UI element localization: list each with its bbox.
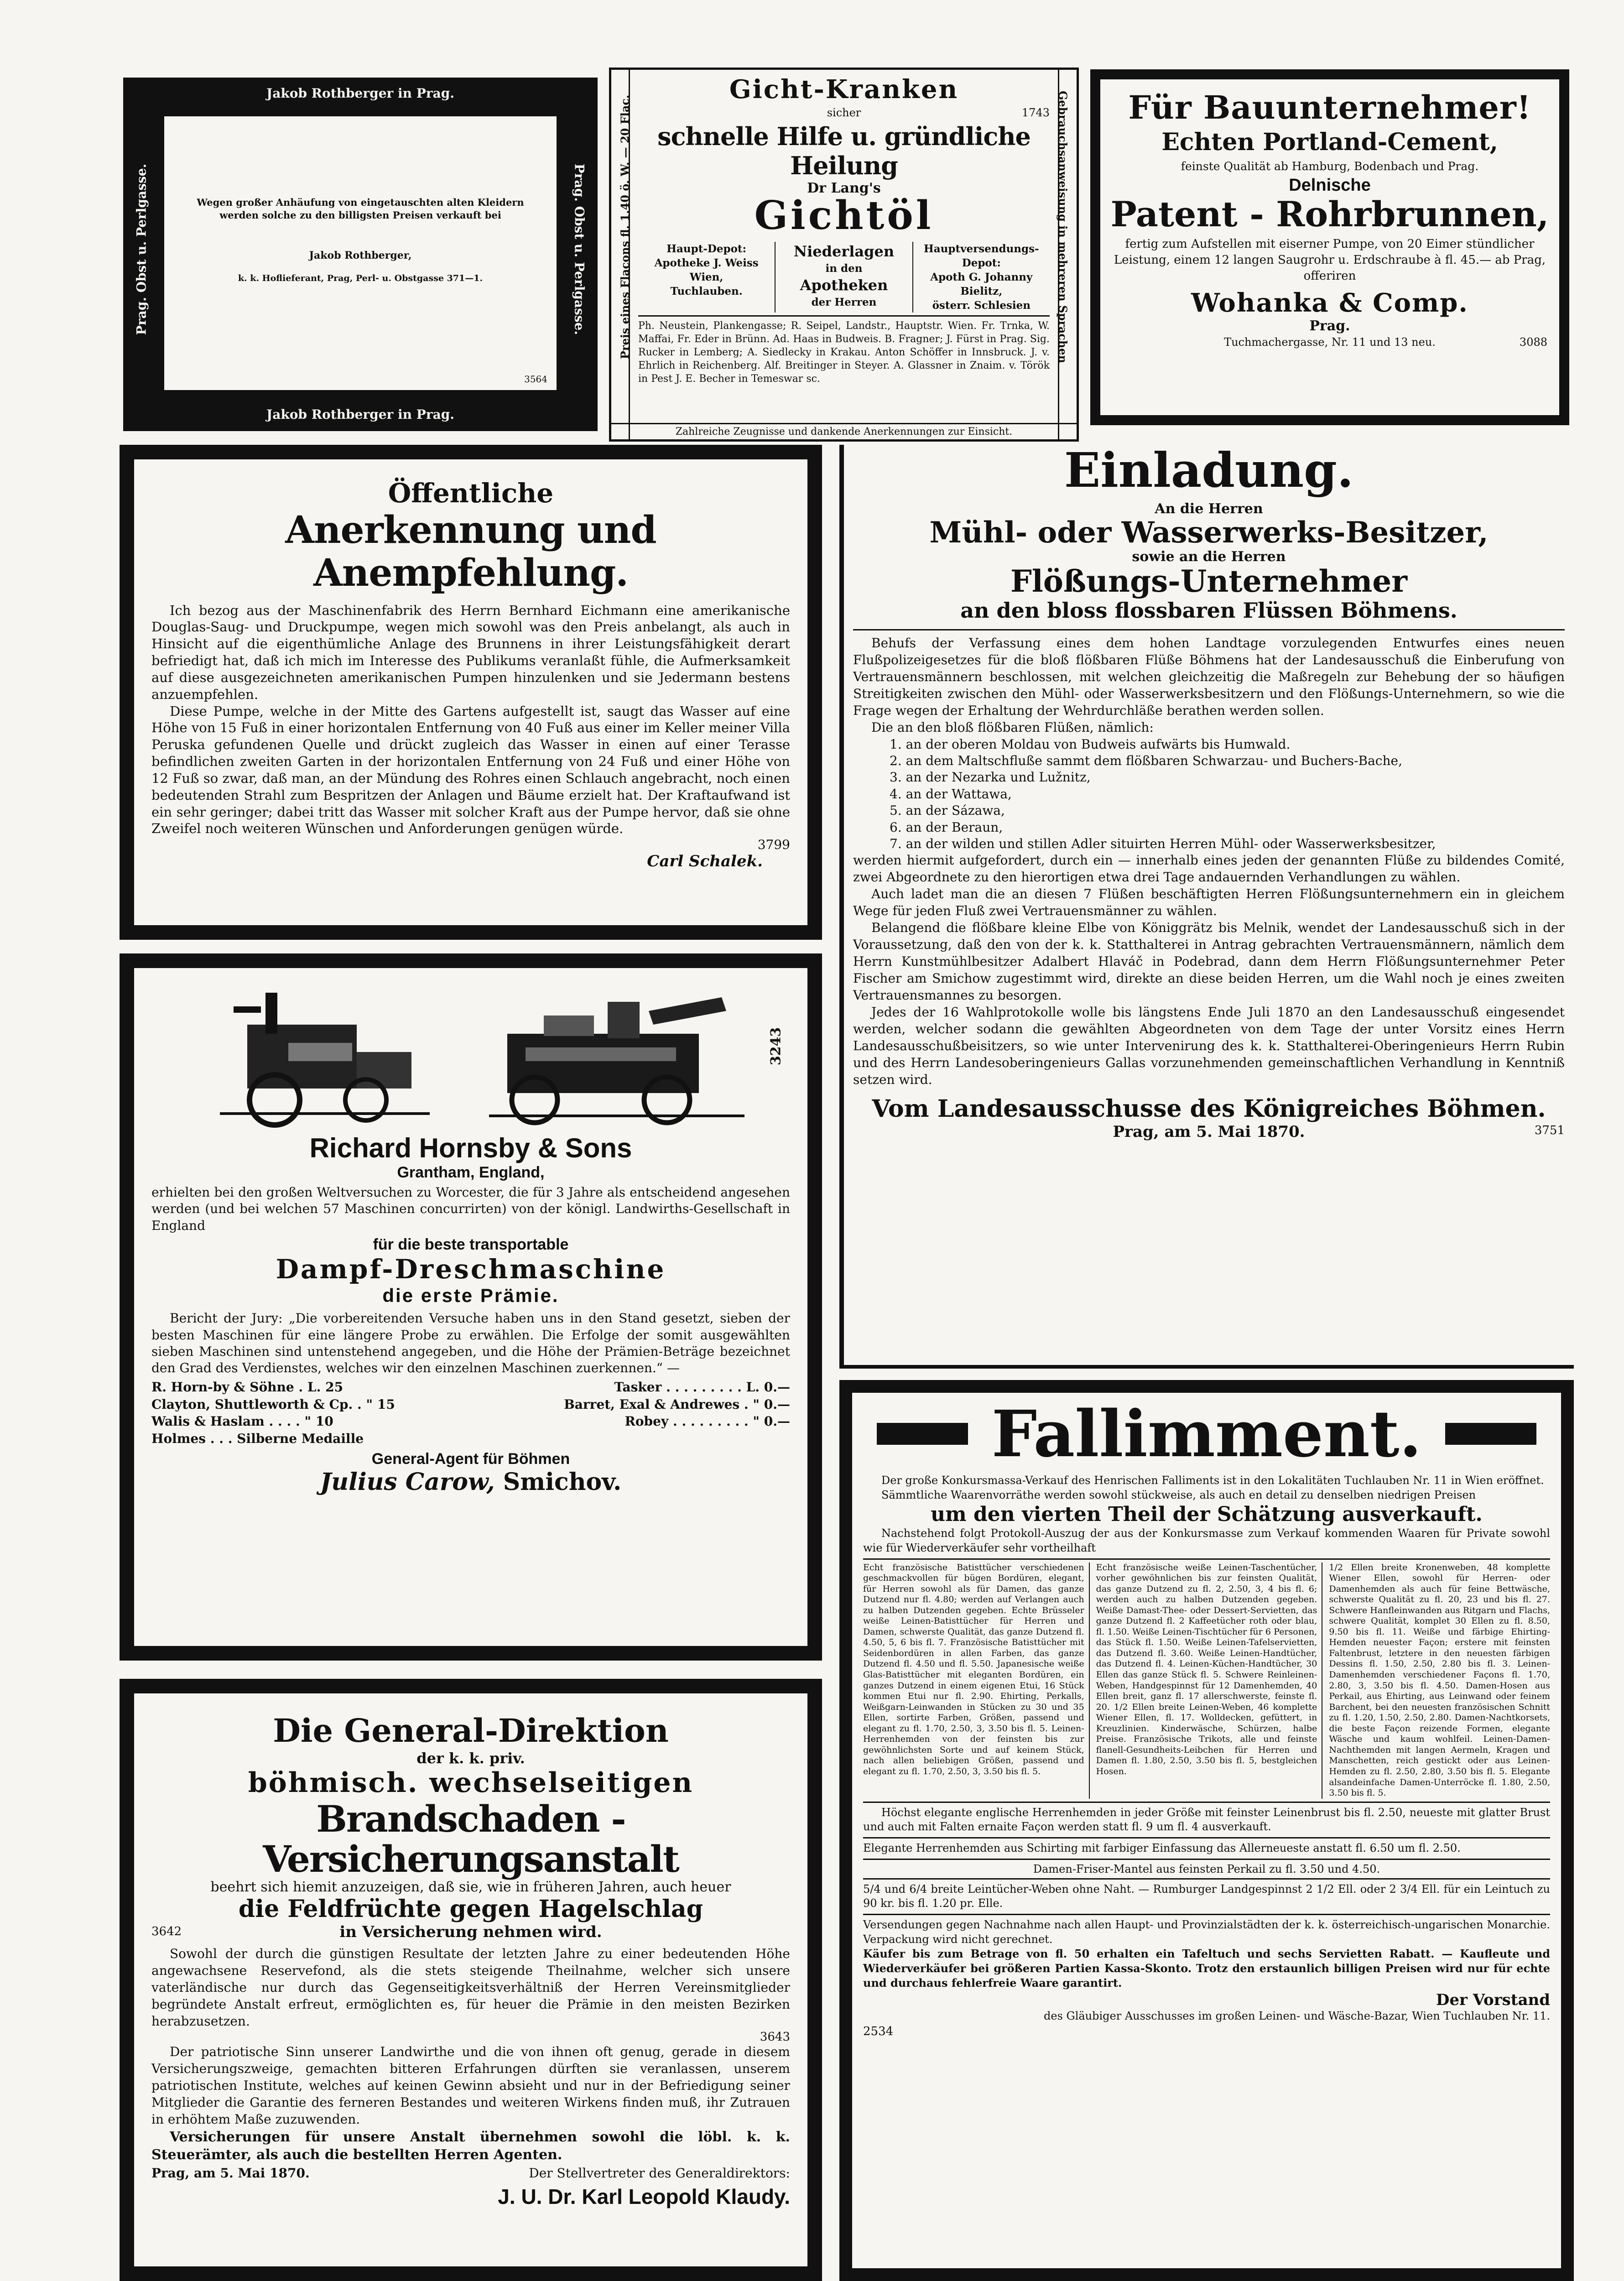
ad1-number: 3564	[524, 374, 547, 385]
ad8-l3: Damen-Friser-Mantel aus feinsten Perkail zu fl. 3.50 und 4.50.	[1033, 1862, 1380, 1875]
price-column: Echt französische Batisttücher verschiedenen geschmackvollen für bügen Bordüren, elegant, für Herren sowohl als für Damen, das ganze Dutzend nur fl. 4.80; werden auf Verlangen auch zu halben Dutzenden gegeben. Echte Brüsseler weiße Leinen-Batisttücher für Herren und Damen, schwerste Qualität, das ganze Dutzend fl. 4.50, 5, 6 bis fl. 7. Französische Batisttücher mit Seidenbordüren in allen Farben, das ganze Dutzend fl. 4.50 und fl. 5.50. Japanesische weiße Glas-Batisttücher mit eleganten Bordüren, ein ganzes Dutzend in einem eigenen Etui, 16 Stück kommen Etui nur fl. 2.90. Ehirting, Perkalls, Weißgarn-Leinwanden in Stücken zu 30 und 35 Ellen, sortirte Farben, Größen, passend und elegant zu fl. 1.70, 2.50, 3, 3.50 bis fl. 5. Leinen-Herrenhemden von der feinsten bis zur gewöhnlichsten Sorte und auf keinem Stück, nach allen beliebigen Größen, passend und elegant zu fl. 1.70, 2.50, 3, 3.50 bis fl. 5.	[863, 1562, 1090, 1799]
price-column: 1/2 Ellen breite Kronenweben, 48 komplette Wiener Ellen, sowohl für Herren- oder Damenhemden als auch für feine Bettwäsche, schwerste Qualität zu fl. 20, 23 und bis fl. 27. Schwere Hanfleinwanden aus Ritgarn und Flachs, schwere Qualität, komplet 30 Ellen zu fl. 8.50, 9.50 bis fl. 11. Weiße und färbige Ehirting-Hemden neuester Façon; erstere mit feinsten Faltenbrust, letztere in den neuesten färbigen Dessins fl. 1.50, 2.50, 2.80 bis fl. 3. Leinen-Damenhemden verschiedener Façons fl. 1.70, 2.80, 3, 3.50 bis fl. 4.50. Damen-Hosen aus Perkail, aus Ehirting, aus Leinwand oder feinem Barchent, bei den neuesten französischen Schnitt zu fl. 1.20, 1.50, 2.50, 2.80. Damen-Nachtkorsets, die beste Façon reizende Formen, elegante Wäsche und kaum wohlfeil. Leinen-Damen-Nachthemden mit langen Aermeln, Kragen und Manschetten, reich gestickt oder aus Leinen-Hemden zu fl. 2.50, 2.80, 3.50 bis fl. 5. Elegante alsandeinfache Damen-Unterröcke fl. 1.80, 2.50, 3.50 bis fl. 5.	[1329, 1562, 1551, 1798]
ad5-award: die erste Prämie.	[382, 1285, 559, 1307]
ad6-der: der k. k. priv.	[416, 1750, 525, 1767]
ad8-l5: Versendungen gegen Nachnahme nach allen Haupt- und Provinzialstädten der k. k. österreichisch-ungarischen Monarchie. Verpackung wird nicht gerechnet.	[863, 1918, 1550, 1946]
result-row: Holmes . . . Silberne Medaille	[151, 1431, 364, 1447]
ad6-line3: beehrt sich hiemit anzuzeigen, daß sie, wie in früheren Jahren, auch heuer	[210, 1879, 731, 1895]
ad8-intro3: Nachstehend folgt Protokoll-Auszug der aus der Konkursmasse zum Verkauf kommenden Waaren für Private sowohl wie für Wiederverkäufer sehr vortheilhaft	[863, 1526, 1550, 1555]
river-item: 6. an der Beraun,	[890, 819, 1003, 835]
ad8-vorstand: Der Vorstand	[1436, 1991, 1550, 2010]
result-row: Clayton, Shuttleworth & Cp. . " 15 Barret, Exal & Andrewes . " 0.—	[151, 1396, 790, 1412]
ad5-number: 3243	[767, 1027, 784, 1066]
ad5-town: Grantham, England,	[397, 1164, 545, 1181]
ad6-line5: in Versicherung nehmen wird.	[339, 1923, 602, 1941]
ad2-agents: Ph. Neustein, Plankengasse; R. Seipel, Landstr., Hauptstr. Wien. Fr. Trnka, W. Maffai, Fr. Eder in Brünn. Ad. Haas in Budweis. B. Fragner; J. Fürst in Prag. Sig. Rucker in Lemberg; A. Siedlecky in Krakau. Anton Schöffer in Innsbruck. J. v. Ehrlich in Reichenberg. Alf. Breitinger in Steyer. A. Glassner in Znaim. v. Török in Pest J. E. Becher in Temeswar sc.	[638, 320, 1050, 385]
ad5-agent-title: General-Agent für Böhmen	[371, 1450, 570, 1468]
ad5-intro: erhielten bei den großen Weltversuchen zu Worcester, die für 3 Jahre als entscheidend angesehen werden (und bei welchen 57 Maschinen concurrirten) von der königl. Landwirths-Gesellschaft in England	[151, 1185, 790, 1233]
ad7-an: An die Herren	[1155, 501, 1263, 517]
ad4-number: 3799	[757, 837, 790, 853]
ad6-body3: Versicherungen für unsere Anstalt übernehmen sowohl die löbl. k. k. Steuerämter, als auch die bestellten Herren Agenten.	[151, 2129, 790, 2163]
ad6-body2: Der patriotische Sinn unserer Landwirthe und die von ihnen oft genug, gerade in diesem Versicherungszweige, gemachten bitteren Erfahrungen dürften sie veranlassen, unserem patriotischen Institute, welches auf keinen Gewinn absieht und nur in der Befriedigung seiner Mitglieder die Garantie des ferneren Bestandes und weiteren Wirkens finden muß, ihr Zutrauen in erhöhtem Maße zuzuwenden.	[151, 2044, 790, 2127]
decorative-bar	[877, 1423, 968, 1445]
ad8-l6: Käufer bis zum Betrage von fl. 50 erhalten ein Tafeltuch und sechs Servietten Rabatt. — Kaufleute und Wiederverkäufer bei größeren Partien Kassa-Skonto. Trotz den erstaunlich billigen Preisen wird nur für echte und durchaus fehlerfreie Waare garantirt.	[863, 1947, 1550, 1989]
steam-engines-image	[151, 984, 817, 1134]
pump-recommendation-ad	[120, 445, 822, 940]
ad2-title: Gicht-Kranken	[729, 74, 959, 104]
ad3-product2: Patent - Rohrbrunnen,	[1110, 194, 1549, 234]
ad3-number: 3088	[1519, 335, 1547, 349]
ad6-body1: Sowohl der durch die günstigen Resultate der letzten Jahre zu einer bedeutenden Höhe angewachsene Reservefond, als die stets steigende Theilnahme, welcher sich unsere vaterländische nur durch das Gegenseitigkeitsverhältniß der Herren Vereinsmitglieder begründete Anstalt erfreut, ermöglichten es, für heuer die Prämie in den meisten Bezirken herabzusetzen.	[151, 1946, 790, 2029]
ad5-results	[151, 1379, 790, 1448]
invitation-notice	[839, 445, 1574, 1369]
bankruptcy-sale-ad	[839, 1380, 1574, 2281]
ad8-title: Fallimment.	[991, 1397, 1422, 1472]
ad2-instructions-side: Gebrauchsanweisung in mehreren Sprachen	[1056, 90, 1070, 364]
ad8-committee: des Gläubiger Ausschusses im großen Leinen- und Wäsche-Bazar, Wien Tuchlauben Nr. 11.	[1044, 2010, 1550, 2023]
ad2-product: Gichtöl	[754, 193, 934, 239]
ad7-p3: werden hiermit aufgefordert, durch ein — innerhalb eines jeden der genannten Flüße zu bildendes Comité, zwei Abgeordnete zu den hierortigen etwa drei Tage andauernden Verhandlungen zu wählen.	[853, 853, 1565, 885]
ad6-line4: die Feldfrüchte gegen Hagelschlag	[238, 1895, 703, 1923]
ad7-h2: Flößungs-Unternehmer	[1010, 563, 1408, 599]
ad7-sowie: sowie an die Herren	[1132, 549, 1286, 565]
ad4-headline: Anerkennung und Anempfehlung.	[285, 508, 656, 595]
ad5-sub: für die beste transportable	[373, 1236, 569, 1254]
result-row: Walis & Haslam . . . . " 10 Robey . . . . . . . . . " 0.—	[151, 1414, 790, 1429]
ad7-p6: Jedes der 16 Wahlprotokolle wolle bis längstens Ende Juli 1870 an den Landesausschuß eingesendet werden, welcher sodann die gewählten Abgeordneten von dem Tage der unter Vorsitz eines Herrn Landesausschußbeisitzers, so wie unter Intervenirung des k. k. Statthalterei-Oberingenieurs Herrn Rubin und des Herrn Landesoberingenieurs Gallas vorzunehmenden gemeinschaftlichen Verhandlung in Kenntniß setzen wird.	[853, 1005, 1565, 1087]
ad5-firm: Richard Hornsby & Sons	[309, 1133, 632, 1163]
ad7-p1: Behufs der Verfassung eines dem hohen Landtage vorzulegenden Entwurfes eines neuen Flußpolizeigesetzes für die bloß flößbaren Flüße Böhmens hat der Landesausschuß die Einberufung von Vertrauensmännern beschlossen, mit welchen gleichzeitig die Maßregeln zur Behebung der so häufigen Streitigkeiten zwischen den Mühl- oder Wasserwerksbesitzern und den Flößungs-Unternehmern, so wie die Frage wegen der Erhaltung der Wehrdurchläße berathen werden sollen.	[853, 635, 1565, 718]
river-item: 3. an der Nezarka und Lužnitz,	[890, 770, 1091, 785]
ad2-price-side: Preis eines Flacons fl. 1.40 ö. W. — 20 Flac.	[618, 94, 632, 359]
river-item: 1. an der oberen Moldau von Budweis aufwärts bis Humwald.	[890, 736, 1291, 752]
ad1-right-band: Prag. Obst u. Perlgasse.	[572, 163, 587, 335]
ad2-headline: schnelle Hilfe u. gründliche Heilung	[657, 122, 1031, 180]
ad6-signature: J. U. Dr. Karl Leopold Klaudy.	[498, 2184, 790, 2208]
ad2-depots: Niederlagen in den Apotheken der Herren	[775, 242, 913, 312]
ad6-title: Die General-Direktion	[273, 1712, 669, 1750]
ad4-body2: Diese Pumpe, welche in der Mitte des Gartens aufgestellt ist, saugt das Wasser auf eine Höhe von 15 Fuß in einer horizontalen Entfernung von 40 Fuß aus einer im Keller meiner Villa Peruska gefundenen Quelle und drückt zugleich das Wasser in einen auf einer Terasse befindlichen zweiten Garten in der horizontalen Entfernung von 24 Fuß und einer Höhe von 12 Fuß so zwar, daß man, an der Mündung des Rohres einen Schlauch angebracht, noch einen bedeutenden Strahl zum Bespritzen der Anlagen und Bäume erzielt hat. Der Kraftaufwand ist ein sehr geringer; dabei tritt das Wasser mit solcher Kraft aus der Pumpe hervor, daß sie ohne Zweifel noch weiteren Wünschen und Anforderungen genügen würde.	[151, 703, 790, 837]
ad7-p5: Belangend die flößbare kleine Elbe von Königgrätz bis Melnik, wendet der Landesausschuß sich in der Voraussetzung, daß den von der k. k. Statthalterei in Antrag gebrachten Vertrauensmännern, nämlich dem Herrn Kunstmühlbesitzer Adalbert Hlaváč in Podebrad, dann dem Herrn Flößungsunternehmer Peter Fischer am Smichow zugestimmt wird, direkte an diese beiden Herren, um die Wahl noch je eines zweiten Vertrauensmannes zu besorgen.	[853, 920, 1565, 1003]
ad2-shipping-depot: Hauptversendungs- Depot: Apoth G. Johanny Bielitz, österr. Schlesien	[924, 243, 1039, 312]
rothberger-clothing-ad	[123, 78, 598, 431]
ad2-number: 1743	[1021, 106, 1050, 119]
ad7-p2: Die an den bloß flößbaren Flüßen, nämlich:	[871, 719, 1154, 735]
ad1-merchant: Jakob Rothberger,	[309, 249, 412, 261]
ad3-line2: fertig zum Aufstellen mit eiserner Pumpe, von 20 Eimer stündlicher Leistung, einem 12 langen Saugrohr u. Erdschraube à fl. 45.— ab Prag, offeriren	[1114, 237, 1546, 283]
ad5-product: Dampf-Dreschmaschine	[276, 1254, 666, 1285]
ad4-kicker: Öffentliche	[388, 478, 554, 509]
ad7-p4: Auch ladet man die an diesen 7 Flüßen beschäftigten Herren Flößungsunternehmern ein in gleichem Wege für jeden Fluß zwei Vertrauensmänner zu wählen.	[853, 886, 1565, 919]
ad7-number: 3751	[1534, 1123, 1565, 1137]
ad6-line1: böhmisch. wechselseitigen	[248, 1767, 694, 1799]
ad3-line1: feinste Qualität ab Hamburg, Bodenbach und Prag.	[1181, 160, 1479, 173]
river-item: 7. an der wilden und stillen Adler situirten Herren Mühl- oder Wasserwerksbesitzer,	[890, 836, 1436, 852]
ad6-date: Prag, am 5. Mai 1870.	[151, 2165, 310, 2181]
ad3-address: Tuchmachergasse, Nr. 11 und 13 neu.	[1224, 335, 1436, 349]
hornsby-threshing-machine-ad	[120, 953, 822, 1661]
ad3-firm: Wohanka & Comp.	[1191, 287, 1468, 318]
ad6-number2: 3643	[760, 2030, 790, 2044]
ad8-l2: Elegante Herrenhemden aus Schirting mit farbiger Einfassung das Allerneueste anstatt fl. 6.50 um fl. 2.50.	[863, 1841, 1461, 1854]
ad2-main-depot: Haupt-Depot: Apotheke J. Weiss Wien, Tuchlauben.	[654, 243, 759, 298]
ad8-l4: 5/4 und 6/4 breite Leintücher-Weben ohne Naht. — Rumburger Landgespinnst 2 1/2 Ell. oder 2 3/4 Ell. für ein Leintuch zu 90 kr. bis fl. 1.20 pr. Elle.	[863, 1882, 1550, 1910]
ad3-city: Prag.	[1309, 318, 1350, 334]
gout-oil-ad	[609, 68, 1079, 442]
decorative-bar	[1445, 1423, 1536, 1445]
ad8-l1: Höchst elegante englische Herrenhemden in jeder Größe mit feinster Leinenbrust bis fl. 2.50, neueste mit glatter Brust und auch mit Falten ernaite Façon werden statt fl. 9 um fl. 4 ausverkauft.	[863, 1806, 1550, 1833]
ad2-dr: Dr Lang's	[807, 180, 881, 196]
ad1-bottom-band: Jakob Rothberger in Prag.	[266, 407, 455, 422]
ad3-product1: Echten Portland-Cement,	[1161, 128, 1498, 156]
ad5-agent: Julius Carow,	[320, 1468, 495, 1496]
ad6-number1: 3642	[151, 1925, 182, 1938]
ad2-sicher: sicher	[827, 106, 861, 119]
ad6-deputy: Der Stellvertreter des Generaldirektors:	[529, 2165, 790, 2181]
ad6-line2: Brandschaden - Versicherungsanstalt	[263, 1797, 679, 1880]
engines-engraving	[151, 984, 790, 1134]
ad7-river-list	[853, 736, 1565, 853]
ad3-headline: Für Bauunternehmer!	[1128, 89, 1531, 126]
ad4-body: Ich bezog aus der Maschinenfabrik des Herrn Bernhard Eichmann eine amerikanische Douglas-Saug- und Druckpumpe, wegen mich sowohl was den Preis anbelangt, als auch in Hinsicht auf die eigenthümliche Anlage des Brunnens in ihrer Leistungsfähigkeit derart befriedigt hat, daß ich mich im Interesse des Publikums veranlaßt fühle, die Aufmerksamkeit auf diese ausgezeichneten amerikanischen Pumpen hinzulenken und sie Jedermann bestens anzuempfehlen.	[151, 602, 790, 702]
price-column: Echt französische weiße Leinen-Taschentücher, vorher gewöhnlichen bis zur feinsten Qualität, das ganze Dutzend zu fl. 2, 2.50, 3, 4 bis fl. 6; werden auch zu halben Dutzenden gegeben. Weiße Damast-Thee- oder Dessert-Servietten, das ganze Dutzend fl. 2 Kaffeetücher roth oder blau, fl. 1.50. Weiße Leinen-Tischtücher für 6 Personen, das Stück fl. 1.50. Weiße Leinen-Tafelservietten, das Dutzend fl. 3.60. Weiße Leinen-Handtücher, das Dutzend fl. 4. Leinen-Küchen-Handtücher, 30 Ellen das ganze Stück fl. 5. Schwere Reinleinen-Weben, Handgespinnst für 12 Damenhemden, 40 Ellen breit, ganz fl. 17 allerschwerste, feinste fl. 20. 1/2 Ellen breite Leinen-Weben, 46 komplette Wiener Ellen, fl. 17. Wolldecken, gefüttert, in Kreuzlinien. Kinderwäsche, Schürzen, halbe Preise. Französische Trikots, alle und feinste flanell-Gesundheits-Leibchen für Herren und Damen fl. 1.80, 2.50, 3.50 bis fl. 5, bestgleichen Hosen.	[1096, 1562, 1323, 1799]
ad8-headline: um den vierten Theil der Schätzung ausverkauft.	[931, 1502, 1483, 1526]
river-item: 2. an dem Maltschfluße sammt dem flößbaren Schwarzau- und Buchers-Bache,	[890, 753, 1402, 769]
ad8-price-columns	[863, 1562, 1550, 1799]
ad4-signature: Carl Schalek.	[647, 852, 763, 871]
hail-insurance-ad	[120, 1679, 822, 2281]
ad2-footer: Zahlreiche Zeugnisse und dankende Anerkennungen zur Einsicht.	[611, 423, 1077, 437]
ad5-report: Bericht der Jury: „Die vorbereitenden Versuche haben uns in den Stand gesetzt, sieben der besten Maschinen für eine längere Probe zu erwählen. Die Erfolge der somit ausgewählten sieben Maschinen sind untenstehend angegeben, und die Höhe der Prämien-Beträge bezeichnet den Grad des Verdienstes, welches wir den einzelnen Maschinen zuerkennen.“ —	[151, 1311, 790, 1376]
ad8-number: 2534	[863, 2024, 894, 2038]
cement-ad	[1090, 69, 1569, 425]
ad8-intro2: Sämmtliche Waarenvorräthe werden sowohl stückweise, als auch en detail zu denselben niedrigen Preisen	[881, 1489, 1476, 1502]
ad7-h1: Mühl- oder Wasserwerks-Besitzer,	[929, 516, 1489, 550]
ad5-agent-place: Smichov.	[503, 1468, 622, 1496]
ad1-body: Wegen großer Anhäufung von eingetauschten alten Kleidern werden solche zu den billigsten Preisen verkauft bei	[197, 197, 524, 221]
ad8-intro: Der große Konkursmassa-Verkauf des Henrischen Falliments ist in den Lokalitäten Tuchlauben Nr. 11 in Wien eröffnet.	[881, 1474, 1544, 1487]
ad1-top-band: Jakob Rothberger in Prag.	[266, 86, 455, 101]
result-row: R. Horn-by & Söhne . L. 25 Tasker . . . . . . . . . L. 0.—	[151, 1379, 790, 1395]
ad7-date: Prag, am 5. Mai 1870.	[1113, 1122, 1305, 1141]
ad1-address: k. k. Hoflieferant, Prag, Perl- u. Obstgasse 371—1.	[238, 273, 483, 283]
river-item: 4. an der Wattawa,	[890, 786, 1012, 802]
ad3-delnische: Delnische	[1289, 176, 1371, 195]
ad7-sign: Vom Landesausschusse des Königreiches Böhmen.	[872, 1094, 1546, 1123]
river-item: 5. an der Sázawa,	[890, 803, 1005, 818]
ad7-h3: an den bloss flossbaren Flüssen Böhmens.	[960, 598, 1457, 623]
ad1-inner-panel	[164, 116, 557, 390]
ad1-left-band: Prag. Obst u. Perlgasse.	[134, 163, 149, 335]
ad7-title: Einladung.	[1064, 445, 1354, 498]
